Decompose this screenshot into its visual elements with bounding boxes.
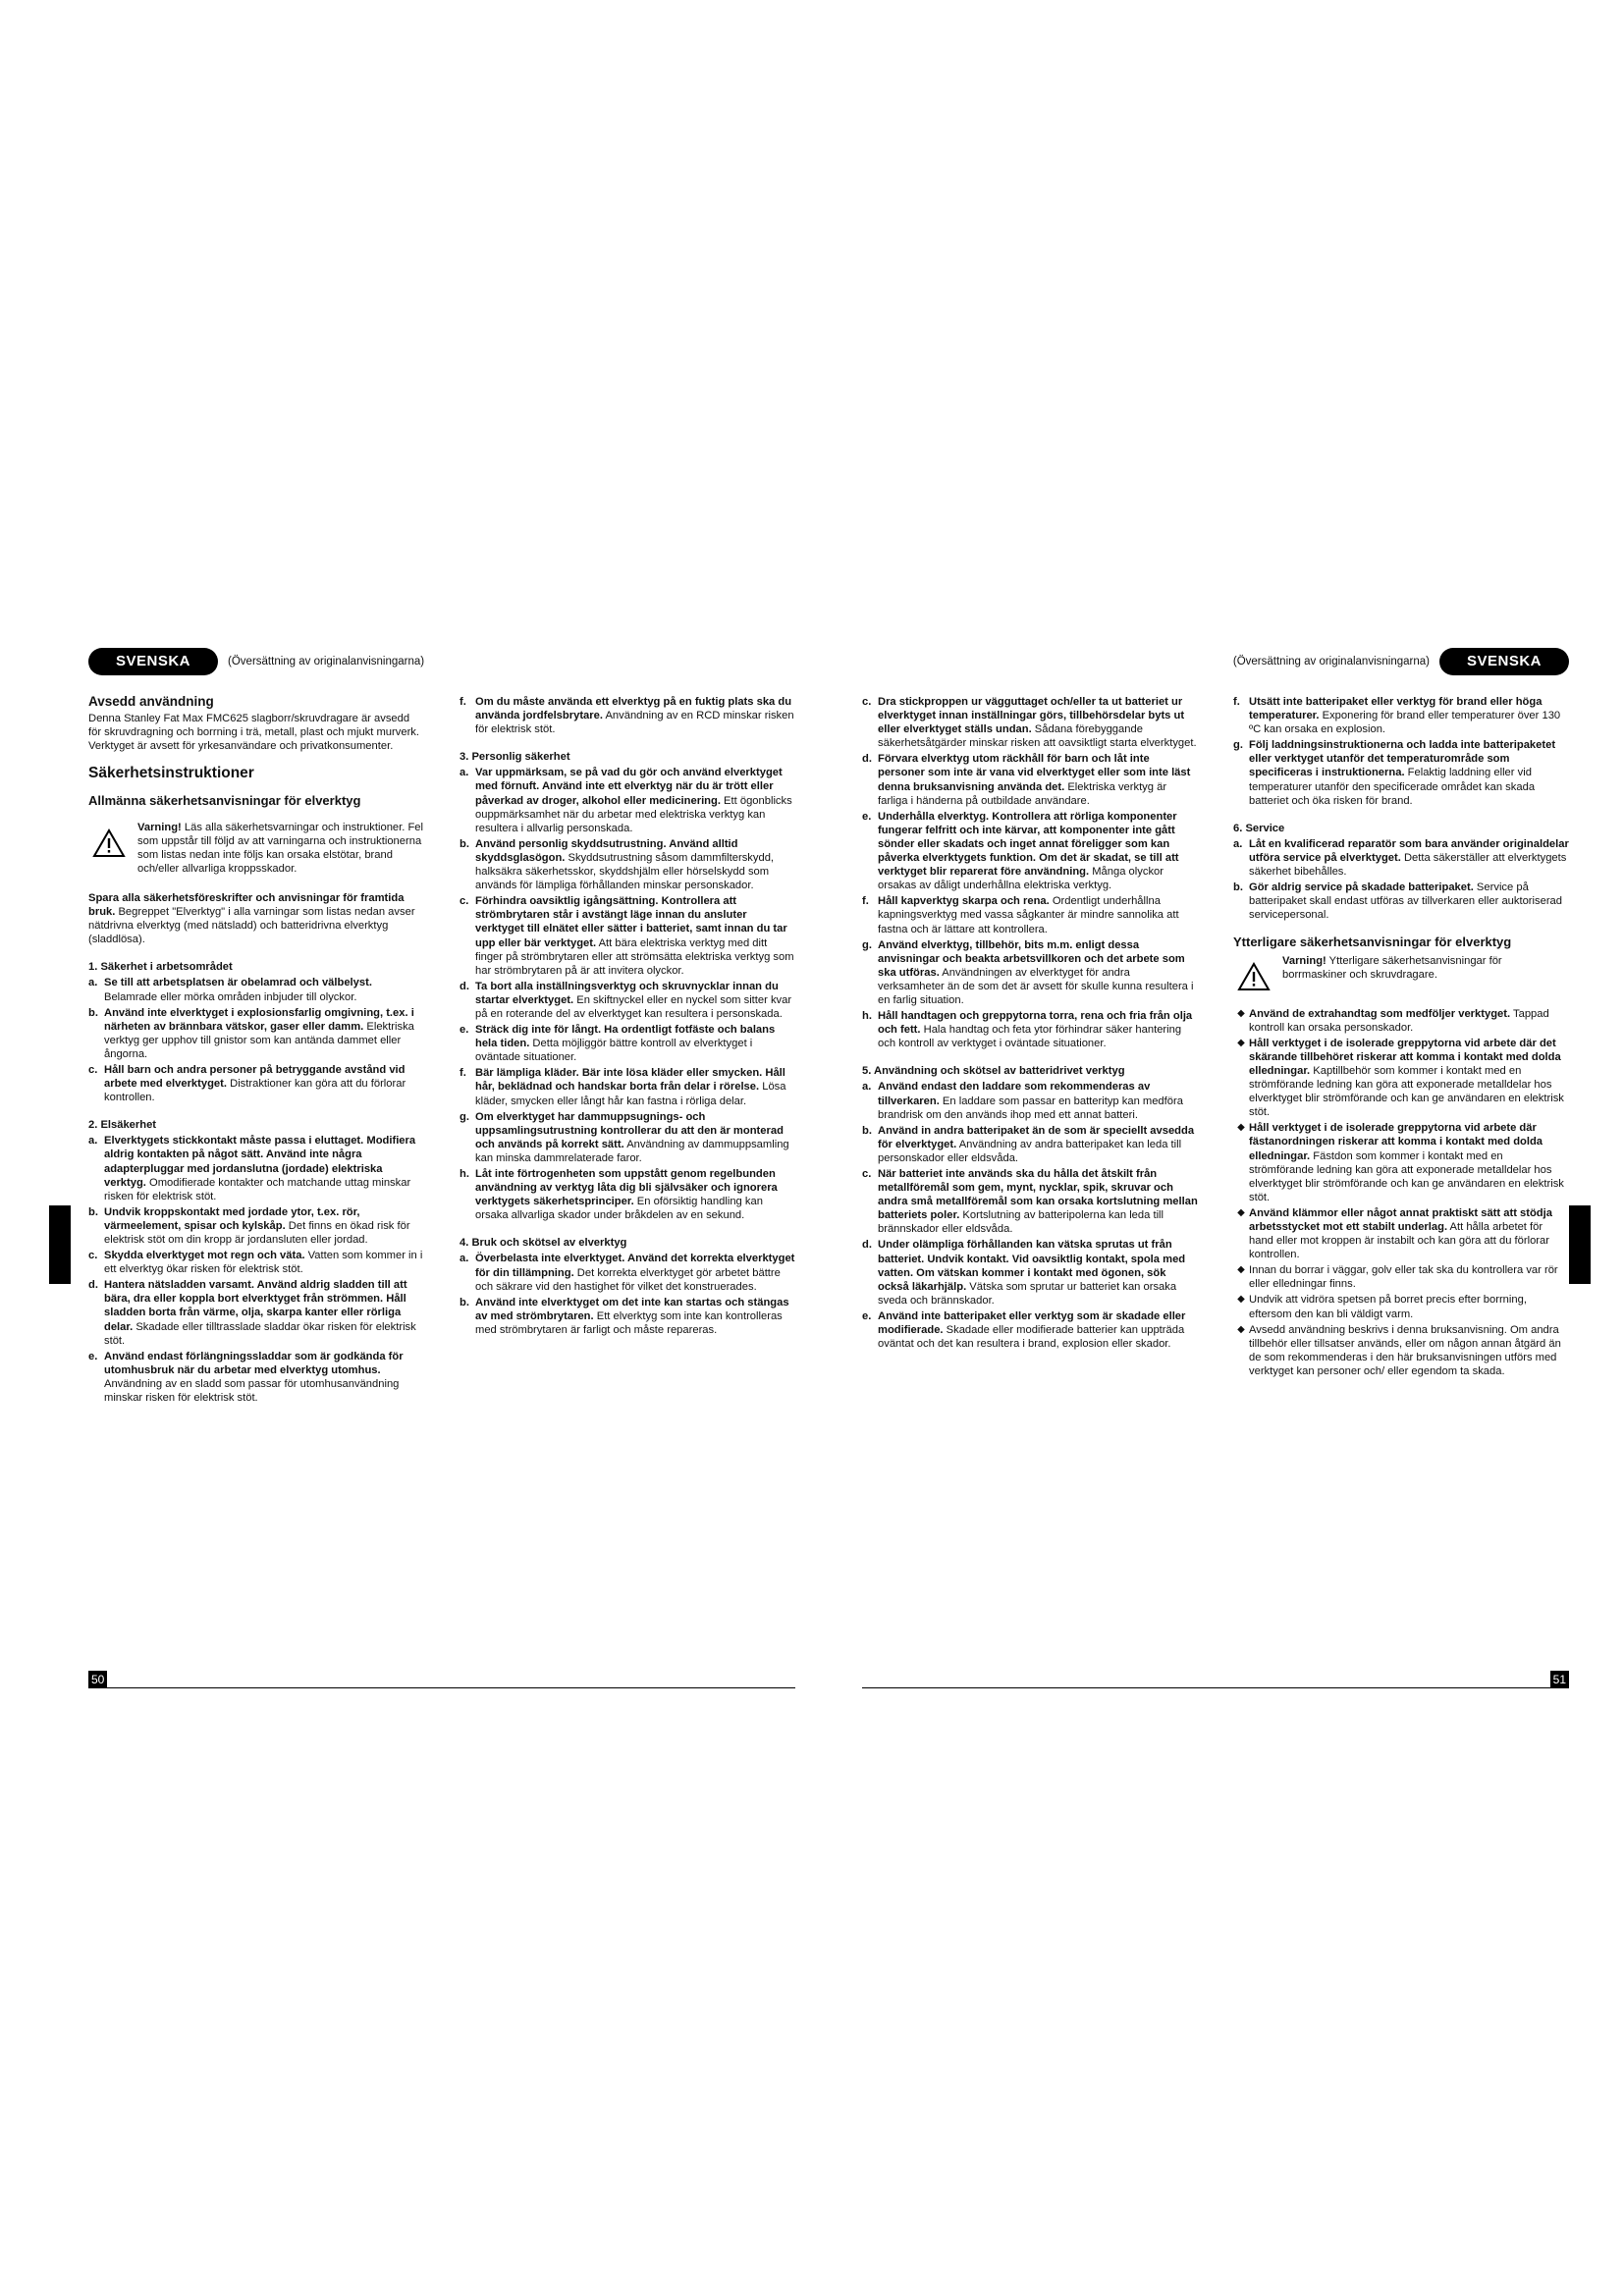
list-item: d. Hantera nätsladden varsamt. Använd aldrig sladden till att bära, dra eller koppla bort elverktyget från strömmen. Håll sladden borta från värme, olja, skarpa kanter eller rörliga delar. Skadade eller tilltrasslade sladdar ökar risken för elektrisk stöt. (88, 1279, 416, 1347)
intended-use-title: Avsedd användning (88, 694, 214, 709)
list-item: e. Sträck dig inte för långt. Ha ordentligt fotfäste och balans hela tiden. Detta möjliggör bättre kontroll av elverktyget i oväntade situationer. (460, 1024, 776, 1064)
list-item: f. Utsätt inte batteripaket eller verktyg för brand eller höga temperaturer. Exponering för brand eller temperaturer över 130 ºC kan orsaka en explosion. (1233, 696, 1561, 736)
language-badge: SVENSKA (88, 648, 218, 675)
safety-title: Säkerhetsinstruktioner (88, 765, 254, 782)
right-page (862, 648, 1569, 1688)
list-item: g. Använd elverktyg, tillbehör, bits m.m. enligt dessa anvisningar och beakta arbetsvillkoren och det arbete som ska utföras. Användningen av elverktyget för andra verksamheter än de som det är avsett för skulle kunna resultera i en farlig situation. (862, 938, 1194, 1006)
warning-triangle-icon (1237, 954, 1282, 995)
list-item: b. Undvik kroppskontakt med jordade ytor, t.ex. rör, värmeelement, spisar och kylskåp. Det finns en ökad risk för elektrisk stöt om din kropp är jordansluten eller jordad. (88, 1205, 410, 1246)
section-title: 4. Bruk och skötsel av elverktyg (460, 1237, 627, 1250)
section-1-list (88, 976, 424, 1104)
list-item: b. Använd personlig skyddsutrustning. Använd alltid skyddsglasögon. Skyddsutrustning såsom dammfilterskydd, halksäkra säkerhetsskor, skyddshjälm eller hörselskydd som används för lämpliga förhållanden minskar personskador. (460, 837, 775, 892)
section-5-list (862, 1080, 1198, 1351)
bullet-item: ◆ Undvik att vidröra spetsen på borret precis efter borrning, eftersom den kan bli väldigt varm. (1233, 1293, 1569, 1320)
list-item: c. Skydda elverktyget mot regn och väta. Vatten som kommer in i ett elverktyg ökar risken för elektrisk stöt. (88, 1250, 423, 1276)
section-title: 2. Elsäkerhet (88, 1119, 157, 1132)
diamond-bullet-icon: ◆ (1237, 1294, 1245, 1306)
general-safety-title: Allmänna säkerhetsanvisningar för elverktyg (88, 793, 361, 809)
section-6-list (1233, 837, 1569, 923)
diamond-bullet-icon: ◆ (1237, 1323, 1245, 1335)
right-column-1 (862, 695, 1198, 1380)
list-item: a. Använd endast den laddare som rekommenderas av tillverkaren. En laddare som passar en batterityp kan medföra brandrisk om den används ihop med ett annat batteri. (862, 1081, 1183, 1121)
list-item: a. Var uppmärksam, se på vad du gör och använd elverktyget med förnuft. Använd inte ett elverktyg när du är trött eller påverkad av droger, alkohol eller medicinering. Ett ögonblicks ouppmärksamhet när du arbetar med elektriska verktyg kan resultera i allvarlig personskada. (460, 767, 792, 834)
list-item: f. Om du måste använda ett elverktyg på en fuktig plats ska du använda jordfelsbrytare. Användning av en RCD minskar risken för elektrisk stöt. (460, 696, 794, 736)
bullet-item: ◆ Använd klämmor eller något annat praktiskt sätt att stödja arbetsstycket mot ett stabilt underlag. Att hålla arbetet för hand eller mot kroppen är instabilt och kan göra att du förlorar kontrollen. (1233, 1206, 1569, 1261)
section-title: 3. Personlig säkerhet (460, 751, 570, 764)
page-header (88, 648, 434, 675)
section-tab (1569, 1205, 1591, 1284)
list-item: a. Elverktygets stickkontakt måste passa i eluttaget. Modifiera aldrig kontakten på något sätt. Använd inte några adapterpluggar med jordanslutna (jordade) elektriska verktyg. Omodifierade kontakter och matchande uttag minskar risken för elektrisk stöt. (88, 1135, 416, 1202)
list-item: f. Håll kapverktyg skarpa och rena. Ordentligt underhållna kapningsverktyg med vassa sågkanter är mindre sannolika att fastna och är lättare att kontrollera. (862, 895, 1179, 935)
bullet-item: ◆ Innan du borrar i väggar, golv eller tak ska du kontrollera var rör eller elledningar finns. (1233, 1263, 1569, 1291)
left-page (88, 648, 795, 1688)
list-item: e. Använd inte batteripaket eller verktyg som är skadade eller modifierade. Skadade eller modifierade batterier kan uppträda oväntat och det kan resultera i brand, explosion eller skador. (862, 1309, 1186, 1351)
warning-block (1237, 954, 1569, 995)
right-column-2 (1233, 695, 1569, 1380)
diamond-bullet-icon: ◆ (1237, 1264, 1245, 1276)
warning-text: Ytterligare säkerhetsanvisningar för borrmaskiner och skruvdragare. (1282, 954, 1502, 981)
list-item: a. Låt en kvalificerad reparatör som bara använder originaldelar utföra service på elverktyget. Detta säkerställer att elverktygets säkerhet bibehålles. (1233, 837, 1569, 879)
list-item: d. Ta bort alla inställningsverktyg och skruvnycklar innan du startar elverktyget. En skiftnyckel eller en nyckel som sitter kvar på en roterande del av elverktyget kan resultera i personskada. (460, 980, 792, 1020)
section-4-list (460, 1252, 795, 1337)
list-item: g. Följ laddningsinstruktionerna och ladda inte batteripaketet eller verktyget utanför det temperaturområde som specificeras i instruktionerna. Felaktig laddning eller vid temperaturer utanför den specificerade området kan skada batteriet och öka risken för brand. (1233, 739, 1556, 807)
page-number: 51 (1550, 1671, 1569, 1688)
bullet-item: ◆ Håll verktyget i de isolerade greppytorna vid arbete där fästanordningen riskerar att komma i kontakt med dolda elledningar. Fästdon som kommer i kontakt med en strömförande ledning kan göra att exponerade metalldelar hos elverktyget blir strömförande och kan ge användaren en elektrisk stöt. (1233, 1121, 1569, 1204)
list-item: d. Förvara elverktyg utom räckhåll för barn och låt inte personer som inte är vana vid elverktyget eller som inte läst denna bruksanvisning använda det. Elektriska verktyg är farliga i händerna på outbildade användare. (862, 753, 1191, 807)
section-5-list-cont (1233, 695, 1569, 808)
list-item: c. Dra stickproppen ur vägguttaget och/eller ta ut batteriet ur elverktyget innan inställningar görs, tillbehörsdelar byts ut eller elverktyget ställs undan. Sådana förebyggande säkerhetsåtgärder minskar risken att oavsiktligt starta elverktyget. (862, 696, 1197, 750)
diamond-bullet-icon: ◆ (1237, 1037, 1245, 1048)
list-item: e. Använd endast förlängningssladdar som är godkända för utomhusbruk när du arbetar med elverktyg utomhus. Användning av en sladd som passar för utomhusanvändning minskar risken för elektrisk stöt. (88, 1350, 404, 1405)
list-item: f. Bär lämpliga kläder. Bär inte lösa kläder eller smycken. Håll hår, beklädnad och handskar borta från delar i rörelse. Lösa kläder, smycken eller långt hår kan fastna i rörliga delar. (460, 1067, 786, 1107)
warning-lead: Varning! (1282, 954, 1326, 967)
left-column-2 (460, 695, 795, 1407)
diamond-bullet-icon: ◆ (1237, 1206, 1245, 1218)
bullet-item: ◆ Använd de extrahandtag som medföljer verktyget. Tappad kontroll kan orsaka personskador. (1233, 1007, 1569, 1035)
list-item: b. Gör aldrig service på skadade batteripaket. Service på batteripaket skall endast utföras av tillverkaren eller auktoriserad servicepersonal. (1233, 881, 1563, 922)
list-item: b. Använd inte elverktyget om det inte kan startas och stängas av med strömbrytaren. Ett elverktyg som inte kan kontrolleras med strömbrytaren är farligt och måste repareras. (460, 1296, 789, 1336)
warning-lead: Varning! (137, 821, 182, 833)
bullet-item: ◆ Håll verktyget i de isolerade greppytorna vid arbete där det skärande tillbehöret riskerar att komma i kontakt med dolda elledningar. Kaptillbehör som kommer i kontakt med en strömförande ledning kan göra att exponerade metalldelar hos elverktyget blir strömförande och kan ge användaren en elektrisk stöt. (1233, 1037, 1569, 1120)
list-item: a. Överbelasta inte elverktyget. Använd det korrekta elverktyget för din tillämpning. Det korrekta elverktyget gör arbetet bättre och säkrare vid den hastighet för vilket det konstruerades. (460, 1253, 795, 1293)
section-3-list (460, 766, 795, 1222)
warning-block (92, 821, 424, 876)
diamond-bullet-icon: ◆ (1237, 1007, 1245, 1019)
additional-safety-title: Ytterligare säkerhetsanvisningar för elverktyg (1233, 934, 1512, 950)
translation-note: (Översättning av originalanvisningarna) (1232, 656, 1430, 667)
warning-triangle-icon (92, 821, 137, 876)
page-footer (88, 1664, 795, 1688)
intended-use-text: Denna Stanley Fat Max FMC625 slagborr/skruvdragare är avsedd för skruvdragning och borrning i trä, metall, plast och mjukt murverk. Verktyget är avsett för yrkesanvändare och privatkonsumenter. (88, 713, 420, 753)
bullet-item: ◆ Avsedd användning beskrivs i denna bruksanvisning. Om andra tillbehör eller tillsatser används, eller om någon annan åtgärd än de som rekommenderas i den här bruksanvisningen utförs med verktyget kan personer och/ eller egendom ta skada. (1233, 1323, 1569, 1378)
section-title: 1. Säkerhet i arbetsområdet (88, 961, 233, 974)
page-header (1223, 648, 1569, 675)
translation-note: (Översättning av originalanvisningarna) (228, 656, 425, 667)
list-item: h. Håll handtagen och greppytorna torra, rena och fria från olja och fett. Hala handtag och feta ytor förhindrar säker hantering och kontroll av verktyget i oväntade situationer. (862, 1010, 1193, 1050)
list-item: c. Förhindra oavsiktlig igångsättning. Kontrollera att strömbrytaren står i avstängt läge innan du ansluter verktyget till elnätet eller sätter i batteriet, samt innan du tar upp eller bär verktyget. Att bära elektriska verktyg med ditt finger på strömbrytaren eller att strömsätta elektriska verktyg som har strömbrytaren på är att invitera olyckor. (460, 895, 794, 977)
bullet-list (1233, 1007, 1569, 1378)
list-item: e. Underhålla elverktyg. Kontrollera att rörliga komponenter fungerar felfritt och inte kärvar, att komponenter inte gått sönder eller skadats och inget annat föreligger som kan påverka elverktygets funktion. Om det är skadat, se till att verktyget blir reparerat före användning. Många olyckor orsakas av dåligt underhållna elektriska verktyg. (862, 810, 1179, 892)
page-number: 50 (88, 1671, 107, 1688)
section-tab (49, 1205, 71, 1284)
list-item: g. Om elverktyget har dammuppsugnings- och uppsamlingsutrustning kontrollerar du att den är monterad och används på korrekt sätt. Användning av dammuppsamling kan minska dammrelaterade faror. (460, 1110, 789, 1164)
list-item: b. Använd inte elverktyget i explosionsfarlig omgivning, t.ex. i närheten av brännbara vätskor, gaser eller damm. Elektriska verktyg ger upphov till gnistor som kan antända dammet eller ångorna. (88, 1006, 414, 1060)
list-item: h. Låt inte förtrogenheten som uppstått genom regelbunden användning av verktyg låta dig bli självsäker och ignorera verktygets säkerhetsprinciper. En oförsiktig handling kan orsaka allvarliga skador under bråkdelen av en sekund. (460, 1168, 778, 1222)
section-2-list (88, 1134, 424, 1405)
section-title: 6. Service (1233, 822, 1285, 834)
save-instructions: Spara alla säkerhetsföreskrifter och anvisningar för framtida bruk. Begreppet "Elverktyg" i alla varningar som listas nedan avser nätdrivna elverktyg (med nätsladd) och batteridrivna elverktyg (sladdlösa). (88, 891, 415, 946)
list-item: a. Se till att arbetsplatsen är obelamrad och välbelyst. Belamrade eller mörka områden inbjuder till olyckor. (88, 977, 372, 1003)
list-item: b. Använd in andra batteripaket än de som är speciellt avsedda för elverktyget. Användning av andra batteripaket kan leda till personskador eller eldsvåda. (862, 1124, 1195, 1164)
language-badge: SVENSKA (1439, 648, 1569, 675)
list-item: c. Håll barn och andra personer på betryggande avstånd vid arbete med elverktyget. Distraktioner kan göra att du förlorar kontrollen. (88, 1063, 406, 1104)
page-footer (862, 1664, 1569, 1688)
warning-text: Läs alla säkerhetsvarningar och instruktioner. Fel som uppstår till följd av att varningarna och instruktionerna som listas nedan inte följs kan orsaka elstötar, brand och/eller allvarliga kroppsskador. (137, 821, 424, 875)
diamond-bullet-icon: ◆ (1237, 1122, 1245, 1134)
section-title: 5. Användning och skötsel av batteridrivet verktyg (862, 1065, 1125, 1078)
section-4-list-cont (862, 695, 1198, 1050)
list-item: d. Under olämpliga förhållanden kan vätska sprutas ut från batteriet. Undvik kontakt. Vid oavsiktlig kontakt, spola med vatten. Om vätskan kommer i kontakt med ögonen, sök också läkarhjälp. Vätska som sprutar ur batteriet kan orsaka sveda och brännskador. (862, 1239, 1186, 1307)
left-column-1 (88, 695, 424, 1407)
list-item: c. När batteriet inte används ska du hålla det åtskilt från metallföremål som gem, mynt, nycklar, spik, skruvar och andra små metallföremål som kan orsaka kortslutning mellan batteriets poler. Kortslutning av batteripolerna kan leda till brännskador eller eldsvåda. (862, 1168, 1198, 1236)
